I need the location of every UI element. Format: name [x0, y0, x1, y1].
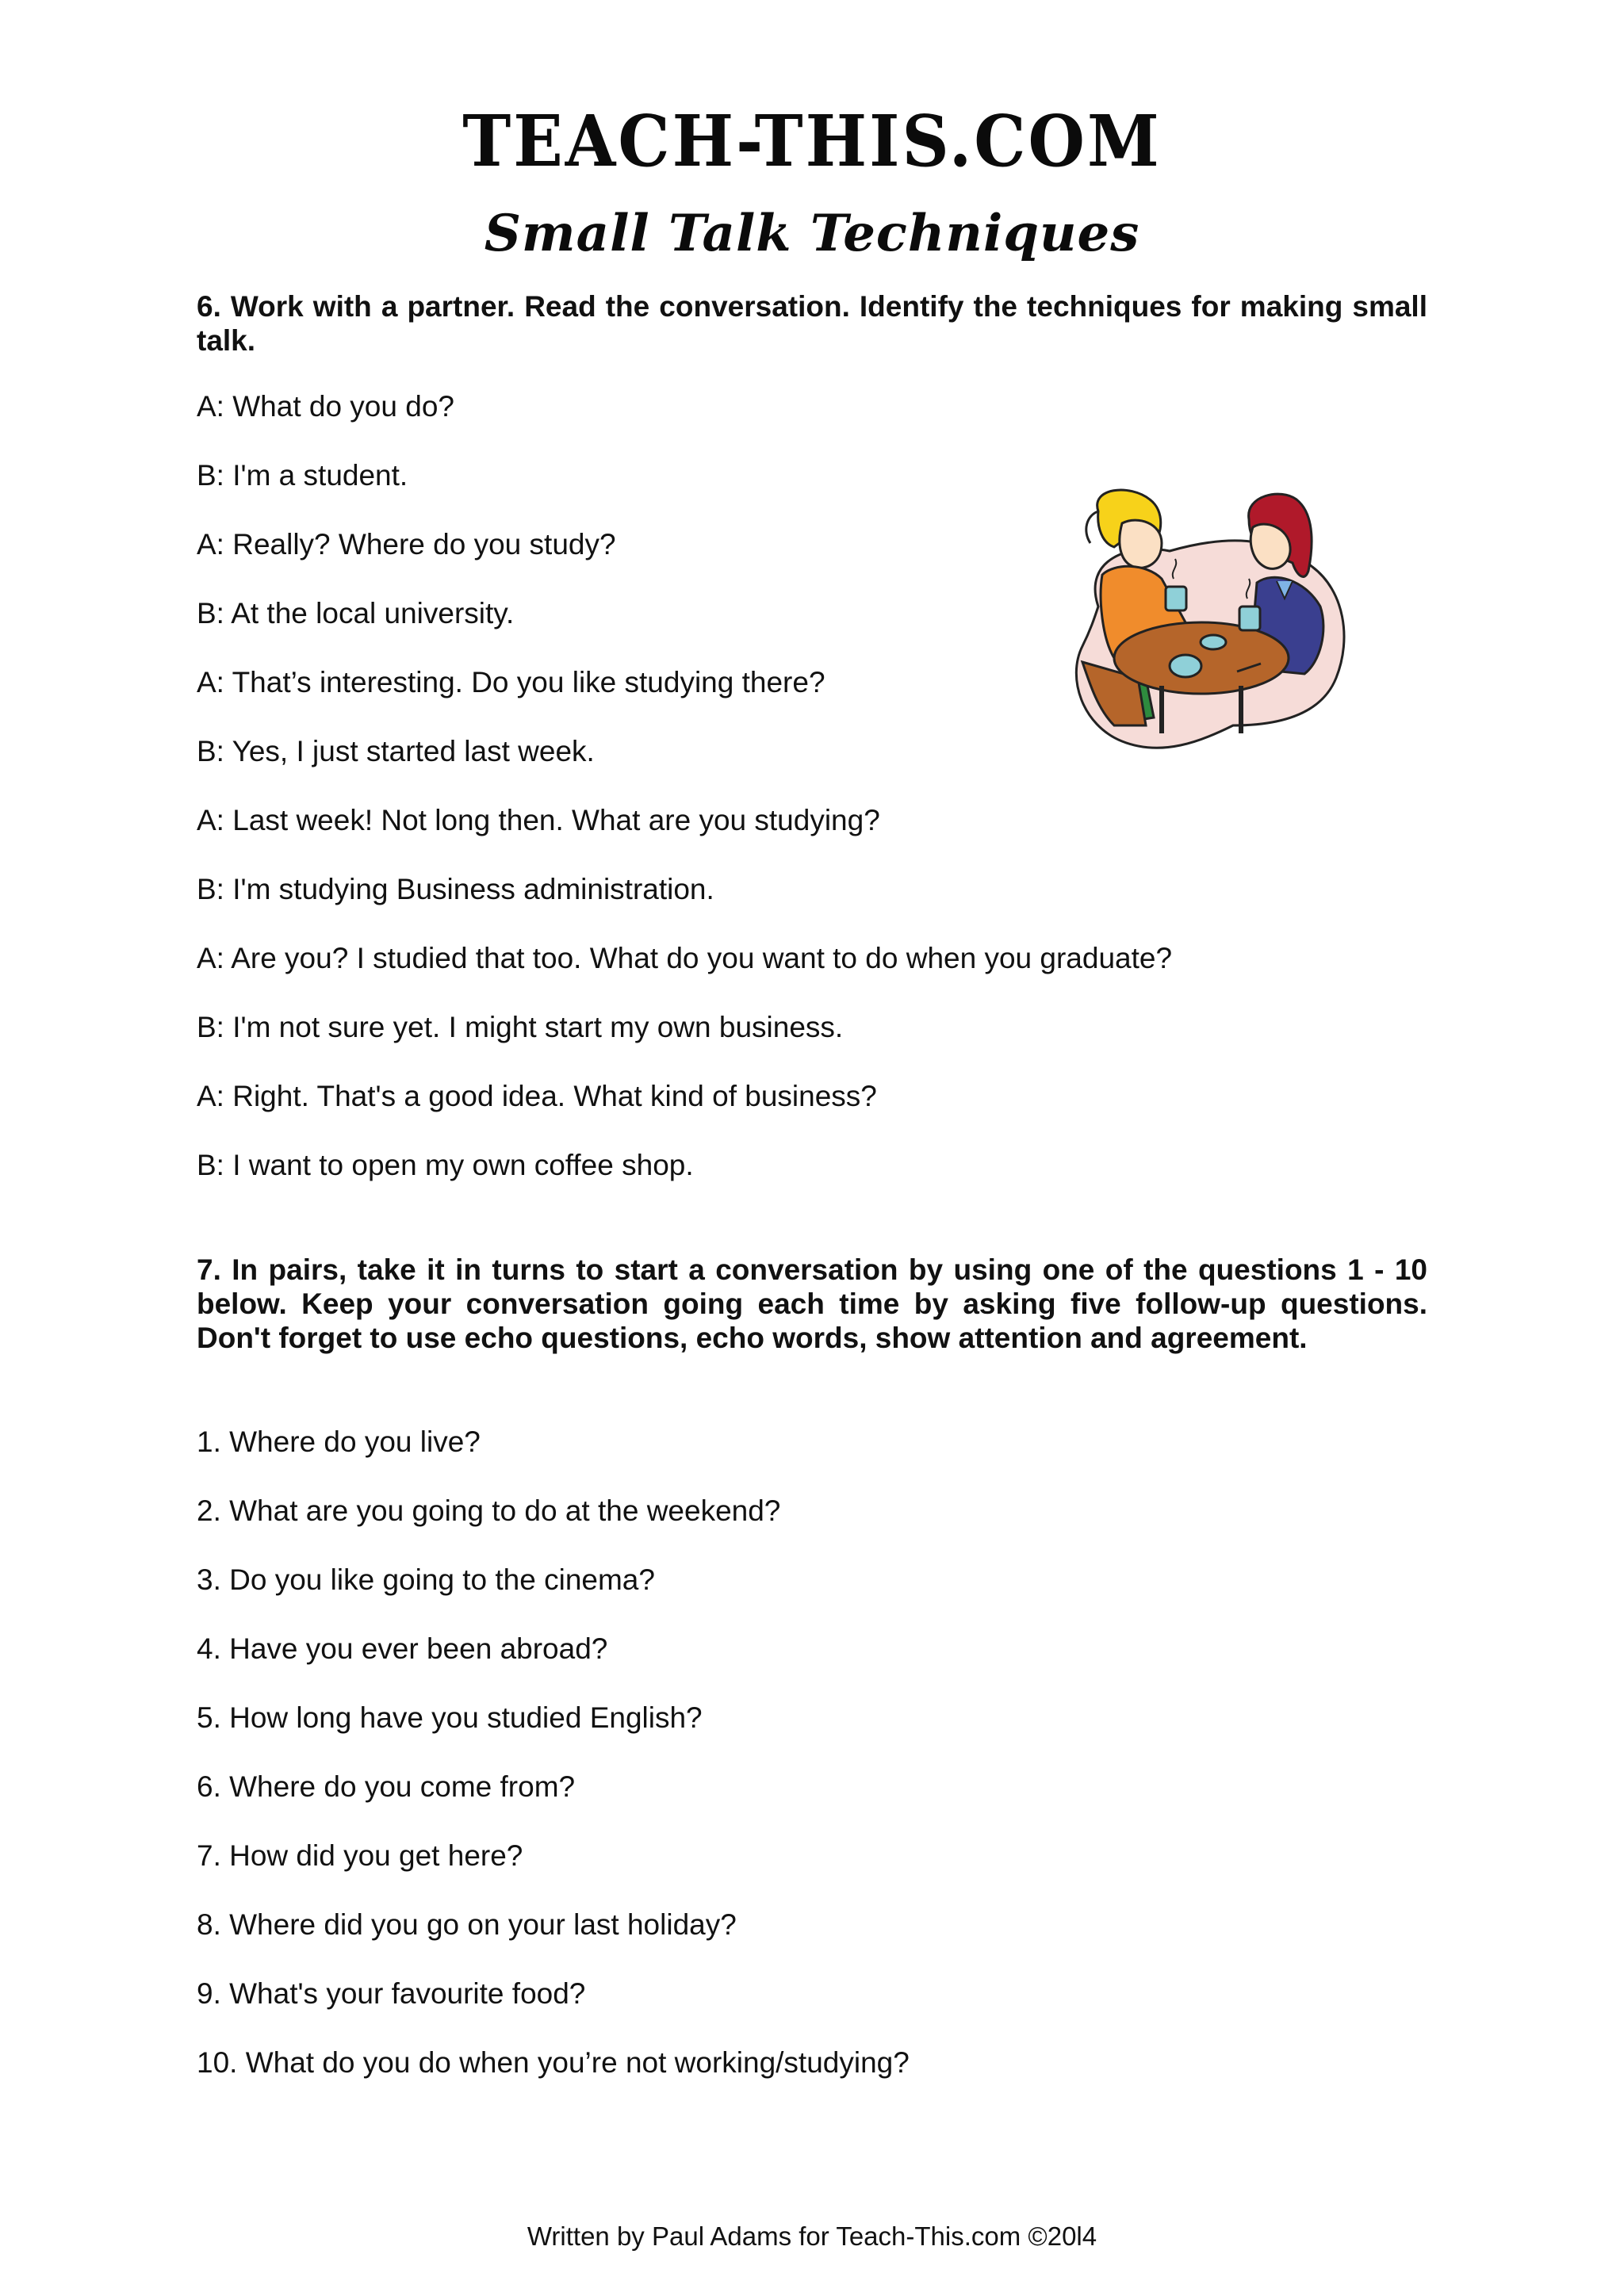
page-title: Small Talk Techniques	[484, 204, 1140, 263]
dialogue-line: B: I'm a student.	[197, 459, 408, 492]
question-item: 2. What are you going to do at the weekend?	[197, 1494, 781, 1527]
question-item: 5. How long have you studied English?	[197, 1701, 703, 1734]
question-item: 7. How did you get here?	[197, 1839, 523, 1872]
question-item: 10. What do you do when you’re not working/studying?	[197, 2046, 910, 2079]
footer-credit: Written by Paul Adams for Teach-This.com ©20l4	[527, 2221, 1097, 2251]
right-cup	[1239, 607, 1260, 630]
question-list	[197, 1425, 1307, 2114]
table-top	[1114, 622, 1289, 694]
teapot	[1170, 655, 1201, 677]
dialogue-line: B: Yes, I just started last week.	[197, 735, 595, 767]
dialogue-line: B: I'm studying Business administration.	[197, 873, 714, 905]
instruction-section-6: 6. Work with a partner. Read the conversation. Identify the techniques for making small talk.	[197, 290, 1427, 357]
question-item: 1. Where do you live?	[197, 1425, 481, 1458]
left-woman-face	[1120, 520, 1162, 568]
left-cup	[1166, 587, 1186, 610]
question-item: 3. Do you like going to the cinema?	[197, 1563, 655, 1596]
dialogue-line: B: I'm not sure yet. I might start my own business.	[197, 1011, 844, 1043]
question-item: 9. What's your favourite food?	[197, 1977, 586, 2010]
dialogue-line: B: At the local university.	[197, 597, 515, 629]
question-item: 8. Where did you go on your last holiday?	[197, 1908, 737, 1941]
dialogue-line: A: Really? Where do you study?	[197, 528, 616, 561]
dialogue-line: A: What do you do?	[197, 390, 454, 423]
dialogue-line: A: That’s interesting. Do you like studying there?	[197, 666, 825, 698]
question-item: 6. Where do you come from?	[197, 1770, 576, 1803]
brand-logo: TEACH-THIS.COM	[462, 101, 1162, 183]
two-women-chatting-illustration	[1067, 488, 1352, 761]
question-item: 4. Have you ever been abroad?	[197, 1632, 608, 1665]
dialogue-line: B: I want to open my own coffee shop.	[197, 1149, 694, 1181]
dialogue-line: A: Last week! Not long then. What are you studying?	[197, 804, 880, 836]
instruction-section-7: 7. In pairs, take it in turns to start a conversation by using one of the questions 1 - 10 below. Keep your conversation going each time by asking five follow-up questions. Don't forget to use echo questions, echo words, show attention and agreement.	[197, 1253, 1427, 1354]
dialogue-line: A: Right. That's a good idea. What kind of business?	[197, 1080, 877, 1112]
dialogue-line: A: Are you? I studied that too. What do you want to do when you graduate?	[197, 942, 1173, 974]
